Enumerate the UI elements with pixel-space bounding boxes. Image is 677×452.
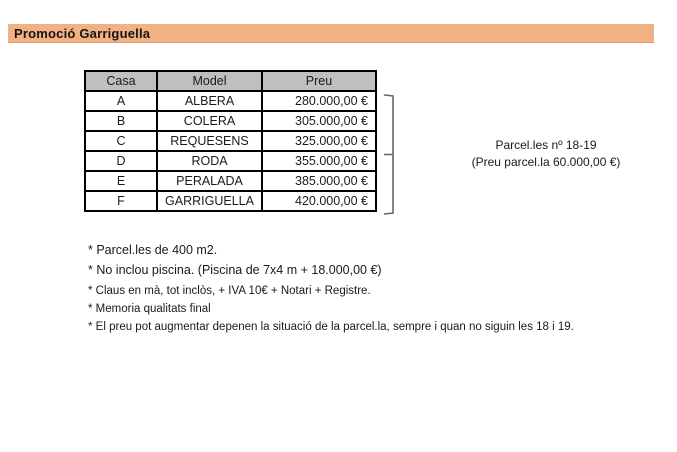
cell-casa: C	[85, 131, 157, 151]
price-table	[84, 70, 377, 212]
table-row	[85, 151, 376, 171]
cell-model: GARRIGUELLA	[157, 191, 262, 211]
cell-model: PERALADA	[157, 171, 262, 191]
table-header-row	[85, 71, 376, 91]
page-title: Promoció Garriguella	[14, 25, 151, 41]
cell-preu: 385.000,00 €	[262, 171, 376, 191]
parcel-annotation-line2: (Preu parcel.la 60.000,00 €)	[471, 155, 621, 169]
column-header-model: Model	[157, 71, 262, 91]
price-table-header	[85, 71, 376, 91]
note-quality-report: * Memoria qualitats final	[88, 303, 211, 315]
cell-casa: A	[85, 91, 157, 111]
table-row	[85, 111, 376, 131]
cell-preu: 305.000,00 €	[262, 111, 376, 131]
cell-model: ALBERA	[157, 91, 262, 111]
cell-casa: B	[85, 111, 157, 131]
cell-preu: 325.000,00 €	[262, 131, 376, 151]
cell-preu: 280.000,00 €	[262, 91, 376, 111]
note-parcel-size: * Parcel.les de 400 m2.	[88, 243, 218, 257]
note-all-included: * Claus en mà, tot inclòs, + IVA 10€ + Notari + Registre.	[88, 285, 371, 297]
parcel-annotation	[446, 137, 646, 171]
right-brace-bracket	[382, 93, 396, 217]
column-header-preu: Preu	[262, 71, 376, 91]
table-row	[85, 91, 376, 111]
parcel-annotation-line1: Parcel.les nº 18-19	[495, 138, 597, 152]
cell-model: REQUESENS	[157, 131, 262, 151]
table-row	[85, 191, 376, 211]
note-price-increase: * El preu pot augmentar depenen la situació de la parcel.la, sempre i quan no siguin les 18 i 19.	[88, 321, 574, 333]
table-row	[85, 131, 376, 151]
table-row	[85, 171, 376, 191]
cell-preu: 355.000,00 €	[262, 151, 376, 171]
cell-casa: D	[85, 151, 157, 171]
cell-preu: 420.000,00 €	[262, 191, 376, 211]
cell-casa: F	[85, 191, 157, 211]
cell-casa: E	[85, 171, 157, 191]
column-header-casa: Casa	[85, 71, 157, 91]
promotion-title-bar	[8, 24, 654, 43]
cell-model: RODA	[157, 151, 262, 171]
note-no-pool: * No inclou piscina. (Piscina de 7x4 m + 18.000,00 €)	[88, 263, 382, 277]
cell-model: COLERA	[157, 111, 262, 131]
price-table-body	[85, 91, 376, 211]
